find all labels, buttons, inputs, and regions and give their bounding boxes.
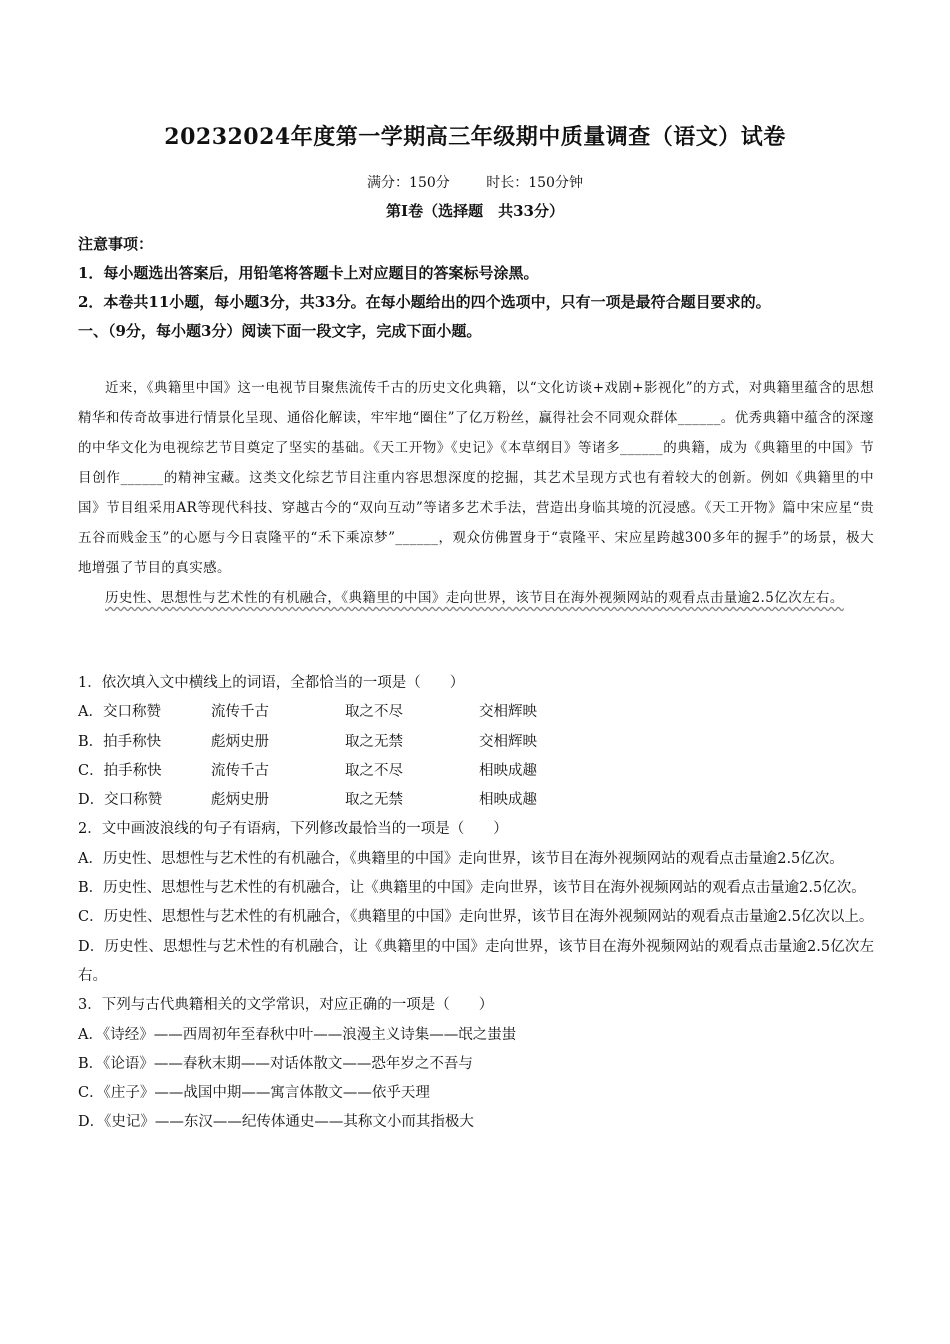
option-cell: 流传千古 <box>211 704 269 721</box>
option-cell: A．交口称赞 <box>78 704 161 721</box>
question-2-stem: 2．文中画波浪线的句子有语病，下列修改最恰当的一项是（ ） <box>78 821 508 838</box>
option-cell: 取之无禁 <box>345 792 403 809</box>
q1-option-a <box>78 698 874 727</box>
questions-block <box>78 669 874 1138</box>
option-cell: 交相辉映 <box>479 733 537 750</box>
note-item: 1．每小题选出答案后，用铅笔将答题卡上对应题目的答案标号涂黑。 <box>78 264 539 282</box>
page-title: 20232024年度第一学期高三年级期中质量调查（语文）试卷 <box>164 124 786 150</box>
q2-option-c: C．历史性、思想性与艺术性的有机融合，《典籍里的中国》走向世界，该节目在海外视频网站的观看点击量逾2.5亿次以上。 <box>78 909 874 926</box>
q2-option-d: D．历史性、思想性与艺术性的有机融合，让《典籍里的中国》走向世界，该节目在海外视频网站的观看点击量逾2.5亿次左右。 <box>78 938 874 984</box>
part1-heading: 一、（9分，每小题3分）阅读下面一段文字，完成下面小题。 <box>78 322 482 340</box>
exam-meta <box>0 172 950 192</box>
option-cell: B．拍手称快 <box>78 733 162 750</box>
option-cell: 彪炳史册 <box>211 733 269 750</box>
option-cell: 相映成趣 <box>479 762 537 779</box>
section-heading: 第Ⅰ卷（选择题 共33分） <box>386 202 564 220</box>
question-3-stem: 3．下列与古代典籍相关的文学常识，对应正确的一项是（ ） <box>78 997 494 1014</box>
notes-heading: 注意事项： <box>78 235 154 253</box>
q2-option-b: B．历史性、思想性与艺术性的有机融合，让《典籍里的中国》走向世界，该节目在海外视频网站的观看点击量逾2.5亿次。 <box>78 880 866 897</box>
duration: 时长：150分钟 <box>486 175 583 191</box>
wavy-underlined-text: 历史性、思想性与艺术性的有机融合，《典籍里的中国》走向世界，该节目在海外视频网站的观看点击量逾2.5亿次左右。 <box>105 590 844 606</box>
q1-option-c <box>78 757 874 786</box>
full-score: 满分：150分 <box>367 175 450 191</box>
q3-option-b: B．《论语》——春秋末期——对话体散文——恐年岁之不吾与 <box>78 1055 473 1072</box>
q3-option-a: A．《诗经》——西周初年至春秋中叶——浪漫主义诗集——氓之蚩蚩 <box>78 1026 517 1043</box>
q3-option-c: C．《庄子》——战国中期——寓言体散文——依乎天理 <box>78 1085 430 1102</box>
option-cell: 流传千古 <box>211 762 269 779</box>
option-cell: D．交口称赞 <box>78 792 163 809</box>
q2-option-a: A．历史性、思想性与艺术性的有机融合，《典籍里的中国》走向世界，该节目在海外视频网站的观看点击量逾2.5亿次。 <box>78 850 844 867</box>
note-item: 2．本卷共11小题，每小题3分，共33分。在每小题给出的四个选项中，只有一项是最符合题目要求的。 <box>78 293 771 311</box>
option-cell: C．拍手称快 <box>78 762 162 779</box>
q3-option-d: D．《史记》——东汉——纪传体通史——其称文小而其指极大 <box>78 1114 474 1131</box>
question-1-stem: 1．依次填入文中横线上的词语，全都恰当的一项是（ ） <box>78 675 465 691</box>
option-cell: 相映成趣 <box>479 792 537 809</box>
notes-block <box>78 230 874 346</box>
q1-option-d <box>78 786 874 815</box>
option-cell: 取之不尽 <box>345 704 403 721</box>
passage-paragraph: 近来，《典籍里中国》这一电视节目聚焦流传千古的历史文化典籍，以“文化访谈+戏剧+影视化”的方式，对典籍里蕴含的思想精华和传奇故事进行情景化呈现、通俗化解读，牢牢地“圈住”了亿万粉丝，赢得社会不同观众群体______。优秀典籍中蕴含的深邃的中华文化为电视综艺节目奠定了坚实的基础。《天工开物》《史记》《本草纲目》等诸多______的典籍，成为《典籍里的中国》节目创作______的精神宝藏。这类文化综艺节目注重内容思想深度的挖掘，其艺术呈现方式也有着较大的创新。例如《典籍里的中国》节目组采用AR等现代科技、穿越古今的“双向互动”等诸多艺术手法，营造出身临其境的沉浸感。《天工开物》篇中宋应星“贵五谷而贱金玉”的心愿与今日袁隆平的“禾下乘凉梦”______，观众仿佛置身于“袁隆平、宋应星跨越300多年的握手”的场景，极大地增强了节目的真实感。 <box>78 380 874 576</box>
option-cell: 取之不尽 <box>345 762 403 779</box>
option-cell: 取之无禁 <box>345 733 403 750</box>
option-cell: 彪炳史册 <box>211 792 269 809</box>
option-cell: 交相辉映 <box>479 704 537 721</box>
passage-wavy-sentence <box>78 583 874 613</box>
q1-option-b <box>78 728 874 757</box>
reading-passage <box>78 373 874 613</box>
